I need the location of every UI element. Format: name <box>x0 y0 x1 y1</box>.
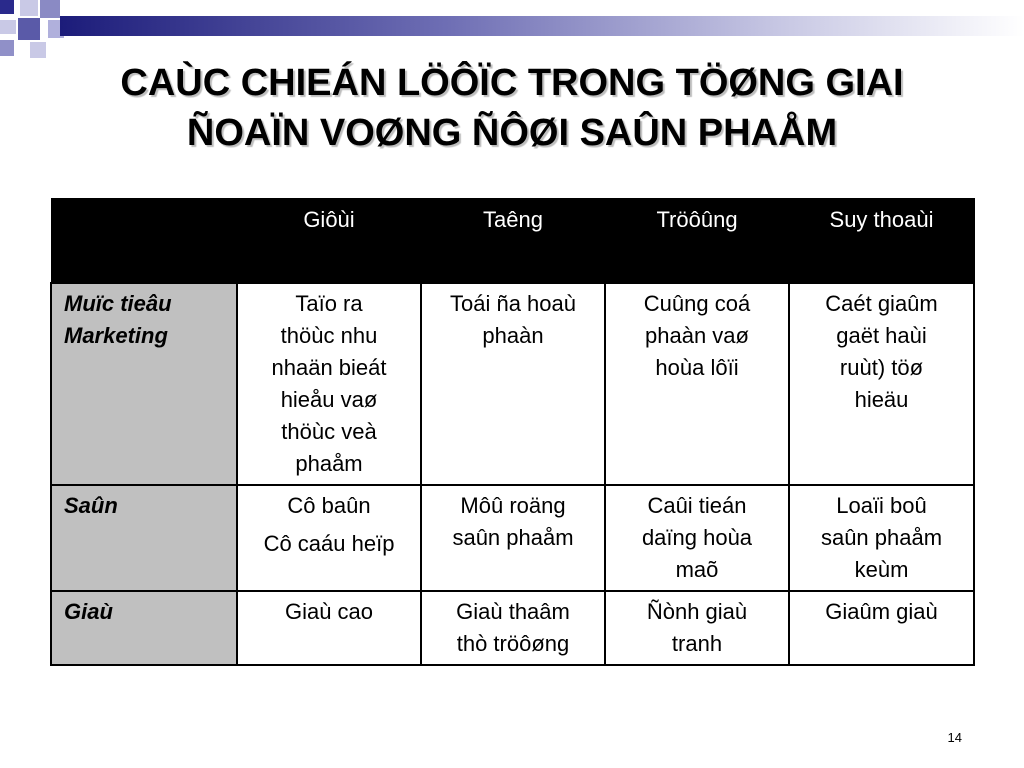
decor-square <box>40 0 60 18</box>
table-cell <box>237 283 421 485</box>
cell-line: thöùc veà <box>281 419 377 444</box>
cell-line: Taïo ra <box>295 291 363 316</box>
decor-square <box>18 18 40 40</box>
column-header: Tröôûng <box>605 199 789 283</box>
cell-line: saûn phaåm <box>820 525 943 550</box>
cell-line: hieäu <box>854 387 909 412</box>
cell-line: gaët haùi <box>836 323 927 348</box>
cell-line: thöùc nhu <box>280 323 378 348</box>
table-cell <box>789 283 974 485</box>
decor-square <box>0 20 16 34</box>
table-header-row <box>51 199 974 283</box>
table-cell <box>421 283 605 485</box>
strategy-table <box>50 198 975 666</box>
table-row <box>51 283 974 485</box>
cell-line: nhaän bieát <box>271 355 387 380</box>
cell-line: Giaù <box>64 599 113 624</box>
slide-title-line: CAÙC CHIEÁN LÖÔÏC TRONG TÖØNG GIAI <box>120 62 904 104</box>
cell-line: hieåu vaø <box>280 387 378 412</box>
page-number: 14 <box>947 730 962 745</box>
decor-square <box>30 42 46 58</box>
cell-line: keùm <box>854 557 909 582</box>
table-row <box>51 485 974 591</box>
cell-line: saûn phaåm <box>452 525 574 550</box>
cell-line: maõ <box>675 557 719 582</box>
cell-line: Saûn <box>64 493 118 518</box>
cell-line: Ñònh giaù <box>646 599 748 624</box>
table-cell <box>605 283 789 485</box>
cell-line: Caûi tieán <box>647 493 747 518</box>
table-cell <box>789 485 974 591</box>
cell-line: Caét giaûm <box>825 291 938 316</box>
column-header: Taêng <box>421 199 605 283</box>
column-header <box>51 199 237 283</box>
decor-square <box>0 0 14 14</box>
cell-line: Muïc tieâu <box>64 291 172 316</box>
header-gradient-bar <box>60 16 1024 36</box>
table-cell <box>421 591 605 665</box>
cell-line: Toái ña hoaù <box>450 291 576 316</box>
cell-line: thò tröôøng <box>456 631 570 656</box>
table-row <box>51 591 974 665</box>
table-cell <box>421 485 605 591</box>
row-header <box>51 591 237 665</box>
slide-title-line: ÑOAÏN VOØNG ÑÔØI SAÛN PHAÅM <box>186 112 838 154</box>
cell-line: Marketing <box>64 323 168 348</box>
table-cell <box>237 591 421 665</box>
decor-square <box>0 40 14 56</box>
cell-line: Loaïi boû <box>836 493 927 518</box>
decor-square <box>20 0 38 16</box>
cell-line: phaàn vaø <box>645 323 749 348</box>
cell-line: Giaù cao <box>284 599 374 624</box>
column-header: Giôùi <box>237 199 421 283</box>
table-cell <box>605 485 789 591</box>
table-cell <box>789 591 974 665</box>
row-header <box>51 485 237 591</box>
cell-line: daïng hoùa <box>641 525 753 550</box>
cell-line: phaàn <box>482 323 544 348</box>
table-cell <box>237 485 421 591</box>
cell-line: Giaûm giaù <box>825 599 938 624</box>
cell-line: ruùt) töø <box>839 355 924 380</box>
column-header: Suy thoaùi <box>789 199 974 283</box>
cell-line: hoùa lôïi <box>655 355 739 380</box>
cell-line: Cuûng coá <box>643 291 751 316</box>
cell-line: tranh <box>671 631 723 656</box>
cell-line: Cô caáu heïp <box>263 531 395 556</box>
cell-line: phaåm <box>295 451 363 476</box>
row-header <box>51 283 237 485</box>
cell-line: Cô baûn <box>287 493 371 518</box>
cell-line: Giaù thaâm <box>456 599 570 624</box>
cell-line: Môû roäng <box>460 493 566 518</box>
slide-title <box>40 58 984 158</box>
table-cell <box>605 591 789 665</box>
